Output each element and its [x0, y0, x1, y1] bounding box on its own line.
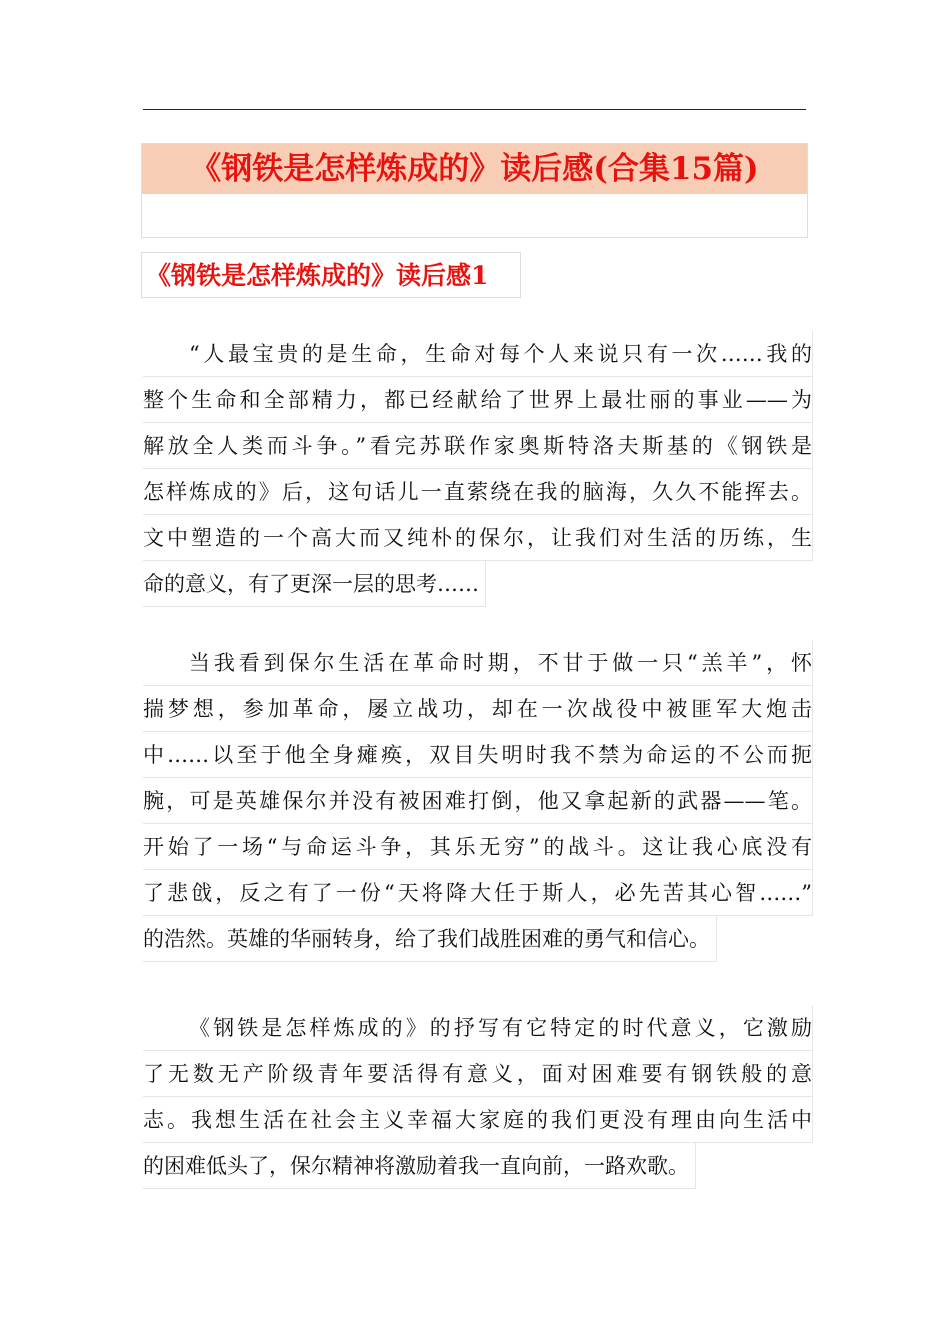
paragraph-line: 腕，可是英雄保尔并没有被困难打倒，他又拿起新的武器——笔。 [143, 778, 813, 824]
paragraph-line: 《钢铁是怎样炼成的》的抒写有它特定的时代意义，它激励 [143, 1005, 813, 1051]
paragraph-line: 命的意义，有了更深一层的思考…… [143, 561, 486, 607]
paragraph-line: 了悲戗，反之有了一份“天将降大任于斯人，必先苦其心智……” [143, 870, 813, 916]
paragraph-2 [143, 640, 813, 962]
paragraph-line: 揣梦想，参加革命，屡立战功，却在一次战役中被匪军大炮击 [143, 686, 813, 732]
paragraph-line: 中……以至于他全身瘫痪，双目失明时我不禁为命运的不公而扼 [143, 732, 813, 778]
paragraph-line: 的困难低头了，保尔精神将激励着我一直向前，一路欢歌。 [143, 1143, 696, 1189]
section-heading: 《钢铁是怎样炼成的》读后感1 [141, 252, 521, 298]
title-box [141, 143, 808, 238]
paragraph-line: 解放全人类而斗争。”看完苏联作家奥斯特洛夫斯基的《钢铁是 [143, 423, 813, 469]
paragraph-line: 文中塑造的一个高大而又纯朴的保尔，让我们对生活的历练，生 [143, 515, 813, 561]
paragraph-line: 志。我想生活在社会主义幸福大家庭的我们更没有理由向生活中 [143, 1097, 813, 1143]
paragraph-3 [143, 1005, 813, 1189]
paragraph-line: “人最宝贵的是生命，生命对每个人来说只有一次……我的 [143, 331, 813, 377]
paragraph-line: 整个生命和全部精力，都已经献给了世界上最壮丽的事业——为 [143, 377, 813, 423]
header-rule [143, 109, 806, 110]
paragraph-line: 开始了一场“与命运斗争，其乐无穷”的战斗。这让我心底没有 [143, 824, 813, 870]
paragraph-line: 了无数无产阶级青年要活得有意义，面对困难要有钢铁般的意 [143, 1051, 813, 1097]
document-title: 《钢铁是怎样炼成的》读后感(合集15篇) [190, 151, 759, 187]
paragraph-1 [143, 331, 813, 607]
paragraph-line: 的浩然。英雄的华丽转身，给了我们战胜困难的勇气和信心。 [143, 916, 717, 962]
paragraph-line: 怎样炼成的》后，这句话儿一直萦绕在我的脑海，久久不能挥去。 [143, 469, 813, 515]
paragraph-line: 当我看到保尔生活在革命时期，不甘于做一只“羔羊”，怀 [143, 640, 813, 686]
